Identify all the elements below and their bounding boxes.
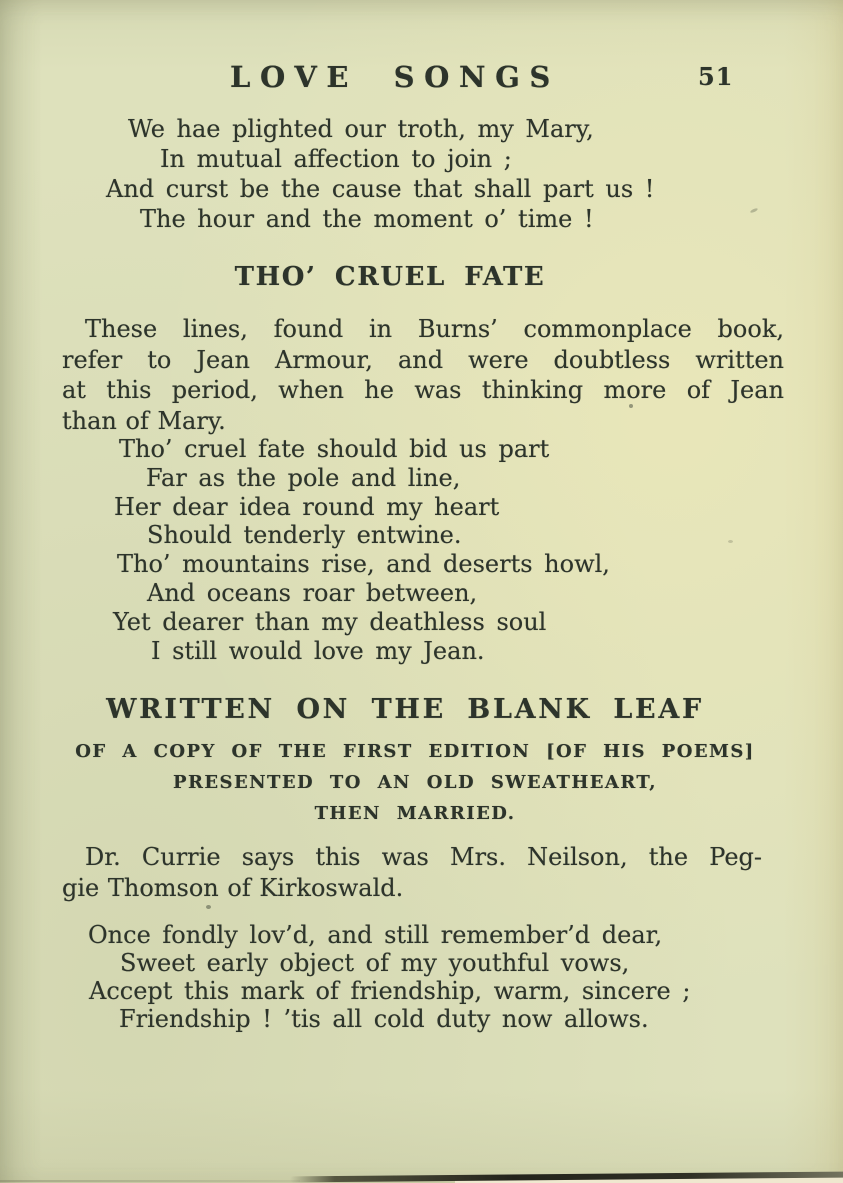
intro-paragraph-blank-leaf: [62, 842, 762, 904]
prose-line: at this period, when he was thinking more of Jean: [62, 376, 784, 404]
poem-line: Tho’ cruel fate should bid us part: [119, 435, 550, 463]
poem-line: Yet dearer than my deathless soul: [113, 607, 547, 636]
poem-line: Tho’ mountains rise, and deserts howl,: [117, 550, 610, 579]
scan-speck: [629, 404, 633, 408]
scan-speck: [206, 905, 211, 909]
scan-speck: [728, 540, 733, 543]
prose-line: than of Mary.: [62, 406, 226, 435]
poem-line: In mutual affection to join ;: [160, 145, 512, 173]
prose-line: Dr. Currie says this was Mrs. Neilson, the Peg-: [85, 843, 762, 871]
poem-line: And curst be the cause that shall part us !: [106, 175, 655, 203]
poem-line: Accept this mark of friendship, warm, sincere ;: [89, 977, 691, 1005]
poem-line: Should tenderly entwine.: [147, 521, 462, 550]
section-subtitle: [0, 736, 830, 829]
scan-speck: [750, 207, 759, 213]
prose-line: refer to Jean Armour, and were doubtless written: [62, 345, 784, 374]
stanza-we-hae-plighted: [106, 114, 654, 234]
section-heading-written-on-the-blank-leaf: WRITTEN ON THE BLANK LEAF: [106, 694, 704, 725]
subtitle-line: PRESENTED TO AN OLD SWEATHEART,: [173, 772, 657, 793]
poem-line: The hour and the moment o’ time !: [140, 205, 594, 233]
poem-line: Friendship ! ’tis all cold duty now allows.: [119, 1005, 649, 1033]
subtitle-line: OF A COPY OF THE FIRST EDITION [OF HIS POEMS]: [75, 741, 755, 762]
page-number: 51: [698, 62, 734, 91]
poem-line: Far as the pole and line,: [146, 463, 461, 492]
stanza-tho-cruel-fate: [113, 435, 610, 665]
page-bottom-edge-faint: [0, 1180, 300, 1182]
poem-line: We hae plighted our troth, my Mary,: [128, 115, 594, 143]
prose-line: These lines, found in Burns’ commonplace book,: [85, 315, 784, 343]
poem-line: Sweet early object of my youthful vows,: [120, 949, 630, 977]
prose-line: gie Thomson of Kirkoswald.: [62, 874, 404, 902]
subtitle-line: THEN MARRIED.: [314, 803, 516, 824]
stanza-once-fondly-lovd: [88, 921, 690, 1033]
poem-line: And oceans roar between,: [147, 578, 478, 607]
poem-line: Once fondly lov’d, and still remember’d dear,: [88, 921, 663, 949]
poem-line: I still would love my Jean.: [151, 636, 485, 665]
intro-paragraph-tho-cruel-fate: [62, 314, 784, 436]
poem-line: Her dear idea round my heart: [114, 492, 500, 521]
section-heading-tho-cruel-fate: THO’ CRUEL FATE: [234, 262, 546, 292]
page-title: LOVE SONGS: [230, 60, 560, 94]
